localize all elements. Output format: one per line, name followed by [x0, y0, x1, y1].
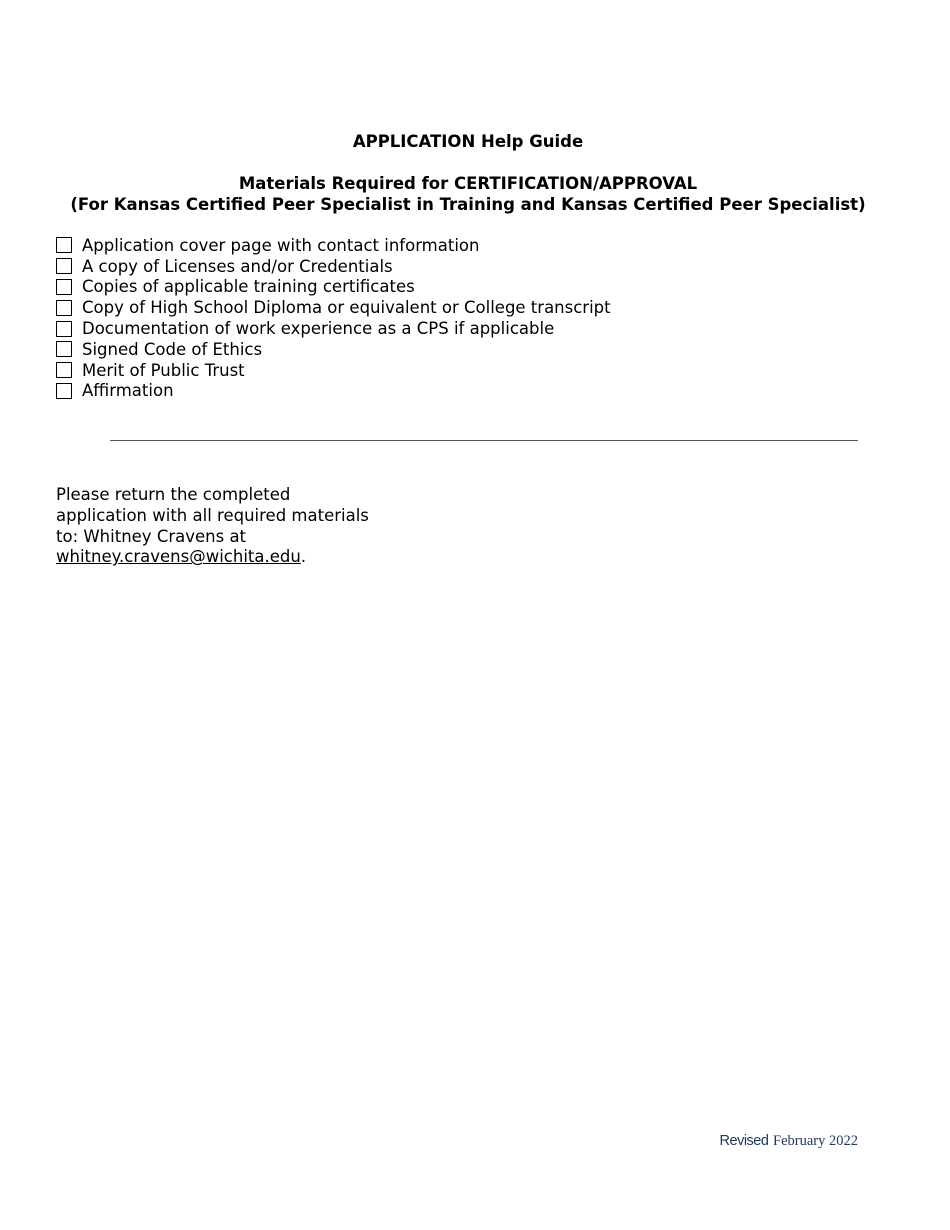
return-instructions [56, 485, 369, 568]
checkbox-icon[interactable] [56, 300, 72, 316]
checklist-item [56, 235, 611, 256]
email-link[interactable]: whitney.cravens@wichita.edu [56, 547, 301, 567]
checklist-item-label: A copy of Licenses and/or Credentials [82, 256, 393, 276]
return-line-2: application with all required materials [56, 505, 369, 525]
checkbox-icon[interactable] [56, 383, 72, 399]
revised-date: February 2022 [773, 1133, 858, 1149]
checkbox-icon[interactable] [56, 279, 72, 295]
checklist-item [56, 256, 611, 277]
document-title: APPLICATION Help Guide [352, 132, 584, 151]
checklist-item-label: Copies of applicable training certificates [82, 277, 415, 297]
document-subtitle [0, 173, 936, 215]
checklist-item [56, 318, 611, 339]
checklist-item [56, 339, 611, 360]
checkbox-icon[interactable] [56, 237, 72, 253]
checklist-item-label: Merit of Public Trust [82, 360, 245, 380]
checkbox-icon[interactable] [56, 321, 72, 337]
checklist-item [56, 381, 611, 402]
checklist-item-label: Application cover page with contact information [82, 235, 480, 255]
checklist-item [56, 277, 611, 298]
subtitle-line-1: Materials Required for CERTIFICATION/APPROVAL [238, 174, 698, 193]
checklist-item [56, 360, 611, 381]
revision-note [720, 1133, 858, 1150]
materials-checklist [56, 235, 611, 401]
checkbox-icon[interactable] [56, 341, 72, 357]
subtitle-line-2: (For Kansas Certified Peer Specialist in Training and Kansas Certified Peer Specialist) [70, 195, 866, 214]
checklist-item [56, 297, 611, 318]
email-trailing-period: . [300, 547, 307, 567]
return-line-3: to: Whitney Cravens at [56, 526, 247, 546]
return-line-1: Please return the completed [56, 485, 291, 504]
horizontal-divider [110, 440, 858, 441]
return-email-line [56, 547, 369, 568]
checklist-item-label: Signed Code of Ethics [82, 339, 263, 359]
checkbox-icon[interactable] [56, 258, 72, 274]
checklist-item-label: Documentation of work experience as a CPS if applicable [82, 319, 555, 339]
checklist-item-label: Copy of High School Diploma or equivalent or College transcript [82, 298, 611, 318]
revised-label: Revised [719, 1133, 769, 1149]
checkbox-icon[interactable] [56, 362, 72, 378]
checklist-item-label: Affirmation [82, 381, 174, 401]
